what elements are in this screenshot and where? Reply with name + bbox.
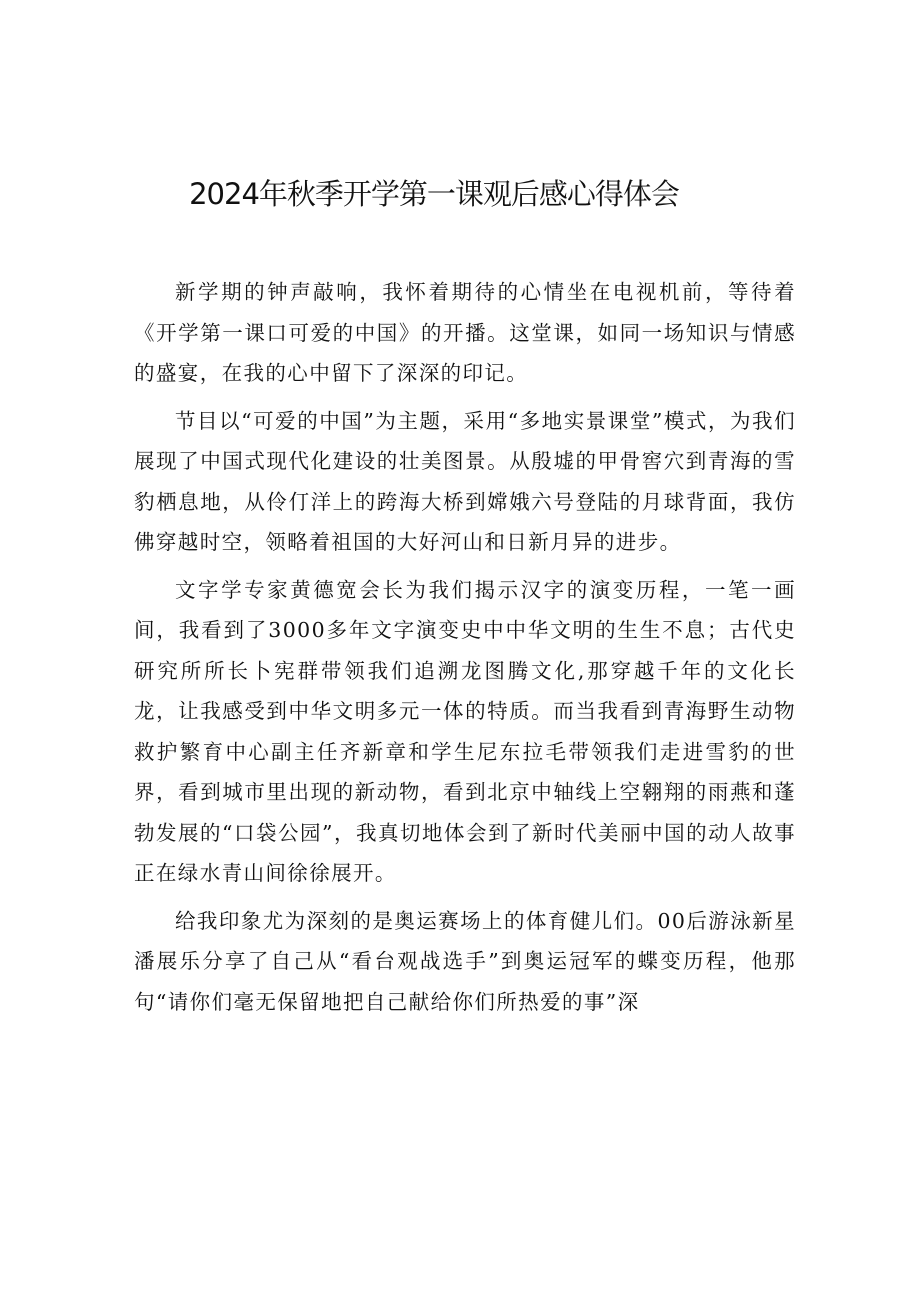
paragraph-culture-nature: 文字学专家黄德宽会长为我们揭示汉字的演变历程，一笔一画间，我看到了3000多年文字演变史中中华文明的生生不息；古代史研究所所长卜宪群带领我们追溯龙图腾文化,那穿越千年的文化长龙，让我感受到中华文明多元一体的特质。而当我看到青海野生动物救护繁育中心副主任齐新章和学生尼东拉毛带领我们走进雪豹的世界，看到城市里出现的新动物，看到北京中轴线上空翱翔的雨燕和蓬勃发展的“口袋公园”，我真切地体会到了新时代美丽中国的动人故事正在绿水青山间徐徐展开。 xyxy=(134,577,796,885)
paragraph-opening: 新学期的钟声敲响，我怀着期待的心情坐在电视机前，等待着《开学第一课口可爱的中国》的开播。这堂课，如同一场知识与情感的盛宴，在我的心中留下了深深的印记。 xyxy=(134,280,796,385)
document-body xyxy=(134,272,796,1029)
paragraph-olympic-athletes: 给我印象尤为深刻的是奥运赛场上的体育健儿们。00后游泳新星潘展乐分享了自己从“看台观战选手”到奥运冠军的蝶变历程，他那句“请你们毫无保留地把自己献给你们所热爱的事”深 xyxy=(134,908,796,1014)
paragraph-program-theme: 节目以“可爱的中国”为主题，采用“多地实景课堂”模式，为我们展现了中国式现代化建设的壮美图景。从殷墟的甲骨窖穴到青海的雪豹栖息地，从伶仃洋上的跨海大桥到嫦娥六号登陆的月球背面，我仿佛穿越时空，领略着祖国的大好河山和日新月异的进步。 xyxy=(134,408,796,554)
document-title: 2024年秋季开学第一课观后感心得体会 xyxy=(189,177,679,211)
